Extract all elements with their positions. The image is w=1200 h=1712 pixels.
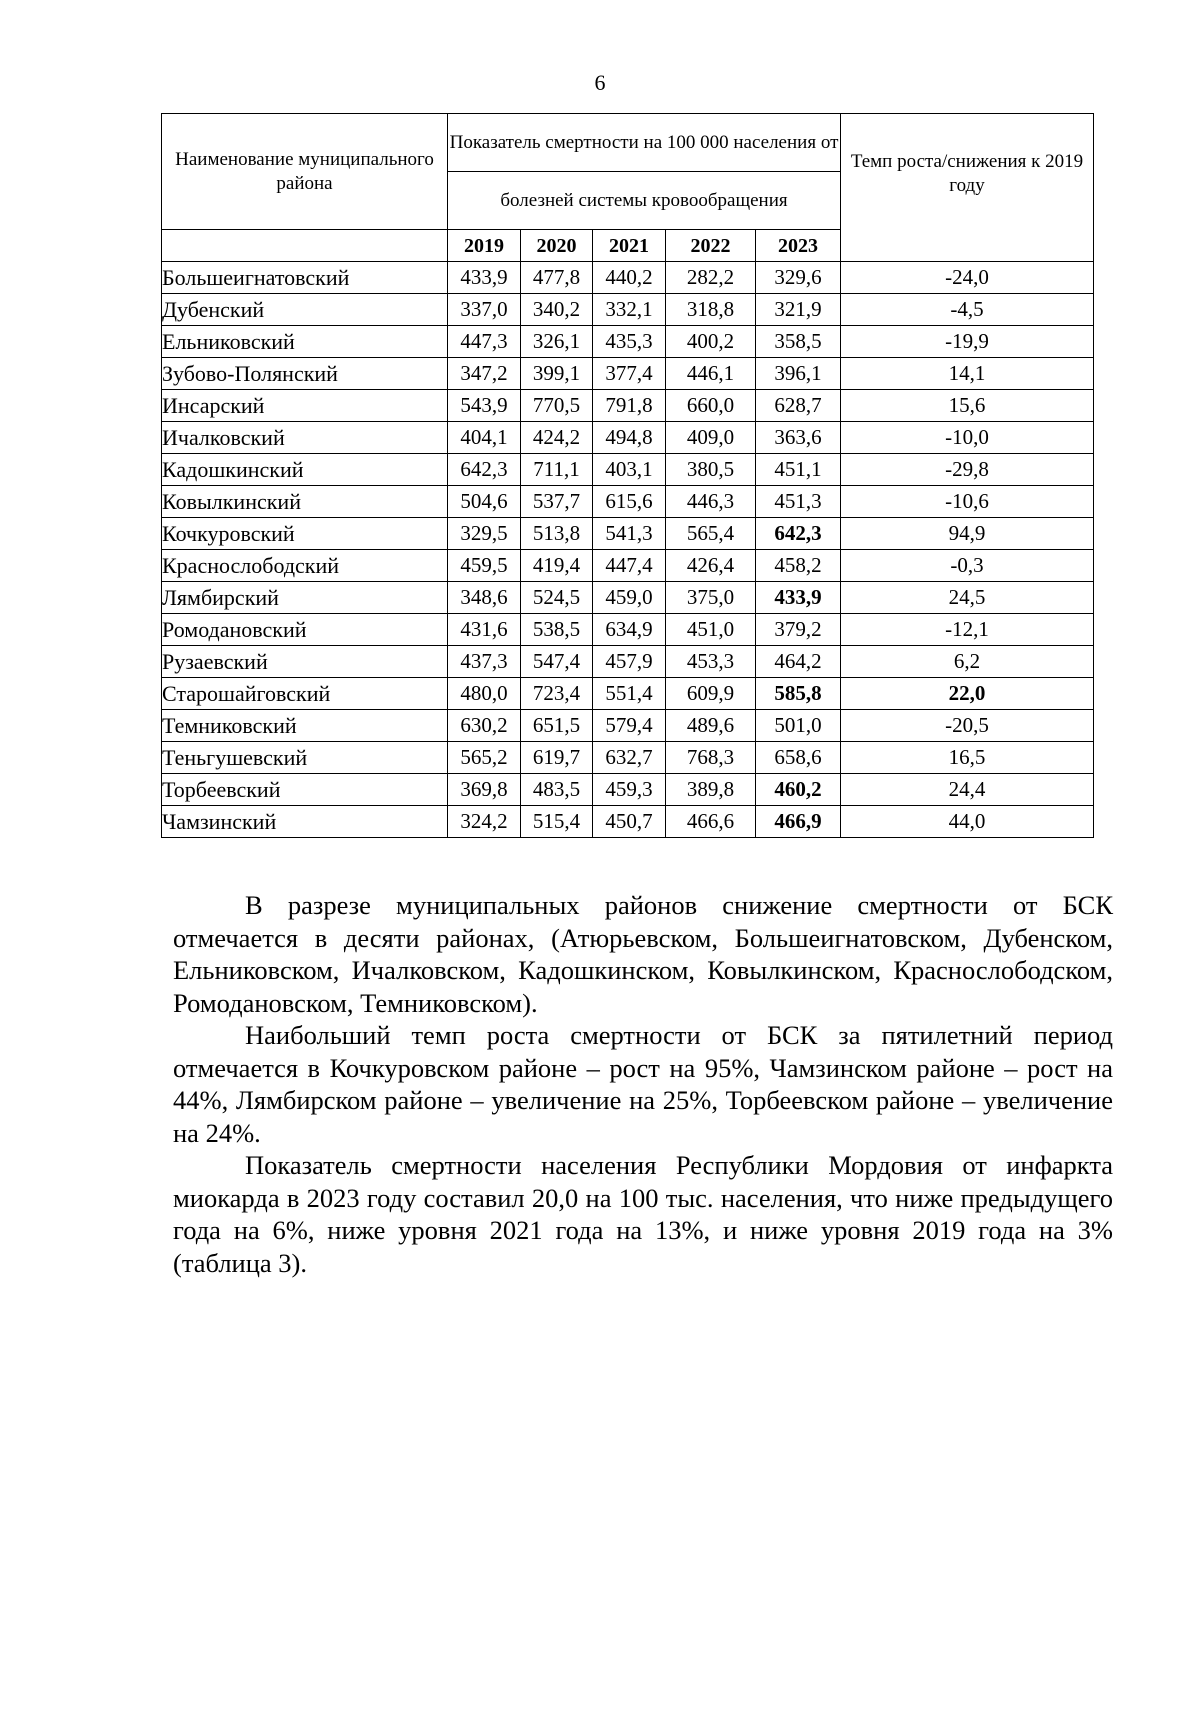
mortality-value-2022: 565,4 — [666, 518, 756, 550]
mortality-value-2021: 494,8 — [593, 422, 666, 454]
mortality-value-2022: 489,6 — [666, 710, 756, 742]
header-year: 2019 — [448, 230, 521, 262]
table-row — [162, 326, 1094, 358]
mortality-value-2019: 565,2 — [448, 742, 521, 774]
mortality-value-2023: 460,2 — [756, 774, 841, 806]
table-row — [162, 454, 1094, 486]
mortality-value-2020: 477,8 — [521, 262, 593, 294]
mortality-value-2019: 459,5 — [448, 550, 521, 582]
tempo-value: -20,5 — [841, 710, 1094, 742]
mortality-value-2020: 515,4 — [521, 806, 593, 838]
mortality-value-2019: 329,5 — [448, 518, 521, 550]
mortality-value-2023: 628,7 — [756, 390, 841, 422]
paragraph: Показатель смертности населения Республики Мордовия от инфаркта миокарда в 2023 году составил 20,0 на 100 тыс. населения, что ниже предыдущего года на 6%, ниже уровня 2021 года на 13%, и ниже уровня 2019 года на 3% (таблица 3). — [173, 1150, 1113, 1278]
mortality-value-2020: 399,1 — [521, 358, 593, 390]
mortality-value-2022: 400,2 — [666, 326, 756, 358]
mortality-value-2021: 447,4 — [593, 550, 666, 582]
table-row — [162, 422, 1094, 454]
mortality-value-2022: 768,3 — [666, 742, 756, 774]
district-name: Ельниковский — [162, 326, 448, 358]
paragraph: В разрезе муниципальных районов снижение смертности от БСК отмечается в десяти районах, (Атюрьевском, Большеигнатовском, Дубенском, Ельниковском, Ичалковском, Кадошкинском, Ковылкинском, Краснослободском, Ромодановском, Темниковском). — [173, 890, 1113, 1018]
mortality-value-2019: 504,6 — [448, 486, 521, 518]
mortality-value-2020: 513,8 — [521, 518, 593, 550]
mortality-value-2023: 321,9 — [756, 294, 841, 326]
header-district-name: Наименование муниципального района — [162, 114, 448, 230]
table-row — [162, 518, 1094, 550]
mortality-value-2021: 459,3 — [593, 774, 666, 806]
tempo-value: -4,5 — [841, 294, 1094, 326]
table-row — [162, 646, 1094, 678]
mortality-value-2022: 466,6 — [666, 806, 756, 838]
table-row — [162, 294, 1094, 326]
tempo-value: 6,2 — [841, 646, 1094, 678]
mortality-value-2021: 634,9 — [593, 614, 666, 646]
header-cause: болезней системы кровообращения — [448, 172, 841, 230]
table-row — [162, 486, 1094, 518]
mortality-value-2022: 446,1 — [666, 358, 756, 390]
district-name: Кочкуровский — [162, 518, 448, 550]
body-text — [173, 889, 1113, 1279]
mortality-value-2023: 642,3 — [756, 518, 841, 550]
mortality-value-2022: 660,0 — [666, 390, 756, 422]
mortality-value-2020: 340,2 — [521, 294, 593, 326]
mortality-value-2020: 619,7 — [521, 742, 593, 774]
mortality-value-2023: 585,8 — [756, 678, 841, 710]
mortality-value-2022: 282,2 — [666, 262, 756, 294]
tempo-value: 22,0 — [841, 678, 1094, 710]
district-name: Инсарский — [162, 390, 448, 422]
tempo-value: -10,6 — [841, 486, 1094, 518]
mortality-value-2020: 424,2 — [521, 422, 593, 454]
mortality-value-2020: 537,7 — [521, 486, 593, 518]
district-name: Кадошкинский — [162, 454, 448, 486]
mortality-value-2022: 609,9 — [666, 678, 756, 710]
table-row — [162, 550, 1094, 582]
mortality-value-2021: 615,6 — [593, 486, 666, 518]
paragraph: Наибольший темп роста смертности от БСК за пятилетний период отмечается в Кочкуровском районе – рост на 95%, Чамзинском районе – рост на 44%, Лямбирском районе – увеличение на 25%, Торбеевском районе – увеличение на 24%. — [173, 1020, 1113, 1148]
mortality-value-2019: 642,3 — [448, 454, 521, 486]
district-name: Зубово-Полянский — [162, 358, 448, 390]
mortality-value-2021: 377,4 — [593, 358, 666, 390]
mortality-value-2021: 440,2 — [593, 262, 666, 294]
tempo-value: -10,0 — [841, 422, 1094, 454]
mortality-value-2020: 651,5 — [521, 710, 593, 742]
tempo-value: 14,1 — [841, 358, 1094, 390]
tempo-value: -24,0 — [841, 262, 1094, 294]
table-row — [162, 390, 1094, 422]
district-name: Торбеевский — [162, 774, 448, 806]
mortality-value-2020: 547,4 — [521, 646, 593, 678]
header-year: 2023 — [756, 230, 841, 262]
table-row — [162, 582, 1094, 614]
header-tempo: Темп роста/снижения к 2019 году — [841, 114, 1094, 262]
mortality-value-2020: 419,4 — [521, 550, 593, 582]
mortality-value-2023: 458,2 — [756, 550, 841, 582]
tempo-value: 24,4 — [841, 774, 1094, 806]
district-name: Теньгушевский — [162, 742, 448, 774]
mortality-value-2021: 450,7 — [593, 806, 666, 838]
tempo-value: -0,3 — [841, 550, 1094, 582]
mortality-value-2023: 451,1 — [756, 454, 841, 486]
district-name: Ромодановский — [162, 614, 448, 646]
header-year: 2021 — [593, 230, 666, 262]
table-row — [162, 710, 1094, 742]
mortality-value-2019: 324,2 — [448, 806, 521, 838]
mortality-value-2021: 551,4 — [593, 678, 666, 710]
district-name: Темниковский — [162, 710, 448, 742]
mortality-value-2019: 369,8 — [448, 774, 521, 806]
header-year: 2020 — [521, 230, 593, 262]
mortality-value-2022: 451,0 — [666, 614, 756, 646]
mortality-value-2022: 389,8 — [666, 774, 756, 806]
tempo-value: -19,9 — [841, 326, 1094, 358]
mortality-value-2019: 630,2 — [448, 710, 521, 742]
page-number: 6 — [594, 70, 606, 95]
mortality-value-2023: 466,9 — [756, 806, 841, 838]
mortality-value-2022: 318,8 — [666, 294, 756, 326]
mortality-value-2020: 524,5 — [521, 582, 593, 614]
tempo-value: 24,5 — [841, 582, 1094, 614]
district-name: Старошайговский — [162, 678, 448, 710]
mortality-value-2020: 711,1 — [521, 454, 593, 486]
district-name: Большеигнатовский — [162, 262, 448, 294]
mortality-value-2022: 446,3 — [666, 486, 756, 518]
mortality-value-2020: 538,5 — [521, 614, 593, 646]
mortality-value-2023: 433,9 — [756, 582, 841, 614]
mortality-value-2023: 329,6 — [756, 262, 841, 294]
mortality-value-2019: 480,0 — [448, 678, 521, 710]
mortality-value-2020: 326,1 — [521, 326, 593, 358]
mortality-value-2021: 632,7 — [593, 742, 666, 774]
mortality-value-2019: 433,9 — [448, 262, 521, 294]
mortality-value-2021: 459,0 — [593, 582, 666, 614]
mortality-value-2019: 543,9 — [448, 390, 521, 422]
tempo-value: 94,9 — [841, 518, 1094, 550]
table-row — [162, 614, 1094, 646]
district-name: Чамзинский — [162, 806, 448, 838]
mortality-value-2019: 348,6 — [448, 582, 521, 614]
mortality-value-2022: 409,0 — [666, 422, 756, 454]
mortality-value-2023: 501,0 — [756, 710, 841, 742]
mortality-value-2021: 579,4 — [593, 710, 666, 742]
district-name: Лямбирский — [162, 582, 448, 614]
mortality-value-2020: 723,4 — [521, 678, 593, 710]
header-year: 2022 — [666, 230, 756, 262]
mortality-value-2021: 541,3 — [593, 518, 666, 550]
table-row — [162, 262, 1094, 294]
mortality-value-2023: 658,6 — [756, 742, 841, 774]
mortality-value-2023: 464,2 — [756, 646, 841, 678]
mortality-value-2023: 379,2 — [756, 614, 841, 646]
mortality-value-2019: 404,1 — [448, 422, 521, 454]
district-name: Ковылкинский — [162, 486, 448, 518]
tempo-value: -29,8 — [841, 454, 1094, 486]
mortality-value-2022: 380,5 — [666, 454, 756, 486]
mortality-value-2019: 447,3 — [448, 326, 521, 358]
table-row — [162, 742, 1094, 774]
mortality-value-2022: 426,4 — [666, 550, 756, 582]
mortality-value-2023: 358,5 — [756, 326, 841, 358]
tempo-value: 15,6 — [841, 390, 1094, 422]
header-blank — [162, 230, 448, 262]
mortality-value-2023: 363,6 — [756, 422, 841, 454]
mortality-value-2021: 457,9 — [593, 646, 666, 678]
district-name: Краснослободский — [162, 550, 448, 582]
mortality-value-2023: 451,3 — [756, 486, 841, 518]
tempo-value: 44,0 — [841, 806, 1094, 838]
mortality-value-2020: 483,5 — [521, 774, 593, 806]
mortality-value-2021: 403,1 — [593, 454, 666, 486]
mortality-value-2021: 435,3 — [593, 326, 666, 358]
district-name: Дубенский — [162, 294, 448, 326]
mortality-value-2023: 396,1 — [756, 358, 841, 390]
table-row — [162, 358, 1094, 390]
district-name: Рузаевский — [162, 646, 448, 678]
tempo-value: 16,5 — [841, 742, 1094, 774]
mortality-value-2021: 791,8 — [593, 390, 666, 422]
district-name: Ичалковский — [162, 422, 448, 454]
mortality-table — [161, 113, 1094, 838]
table-body — [162, 262, 1094, 838]
mortality-value-2019: 337,0 — [448, 294, 521, 326]
mortality-value-2019: 431,6 — [448, 614, 521, 646]
table-row — [162, 774, 1094, 806]
mortality-value-2019: 437,3 — [448, 646, 521, 678]
header-indicator: Показатель смертности на 100 000 населения от — [448, 114, 841, 172]
mortality-value-2019: 347,2 — [448, 358, 521, 390]
tempo-value: -12,1 — [841, 614, 1094, 646]
mortality-value-2021: 332,1 — [593, 294, 666, 326]
mortality-value-2022: 453,3 — [666, 646, 756, 678]
mortality-value-2022: 375,0 — [666, 582, 756, 614]
table-row — [162, 678, 1094, 710]
mortality-value-2020: 770,5 — [521, 390, 593, 422]
table-row — [162, 806, 1094, 838]
